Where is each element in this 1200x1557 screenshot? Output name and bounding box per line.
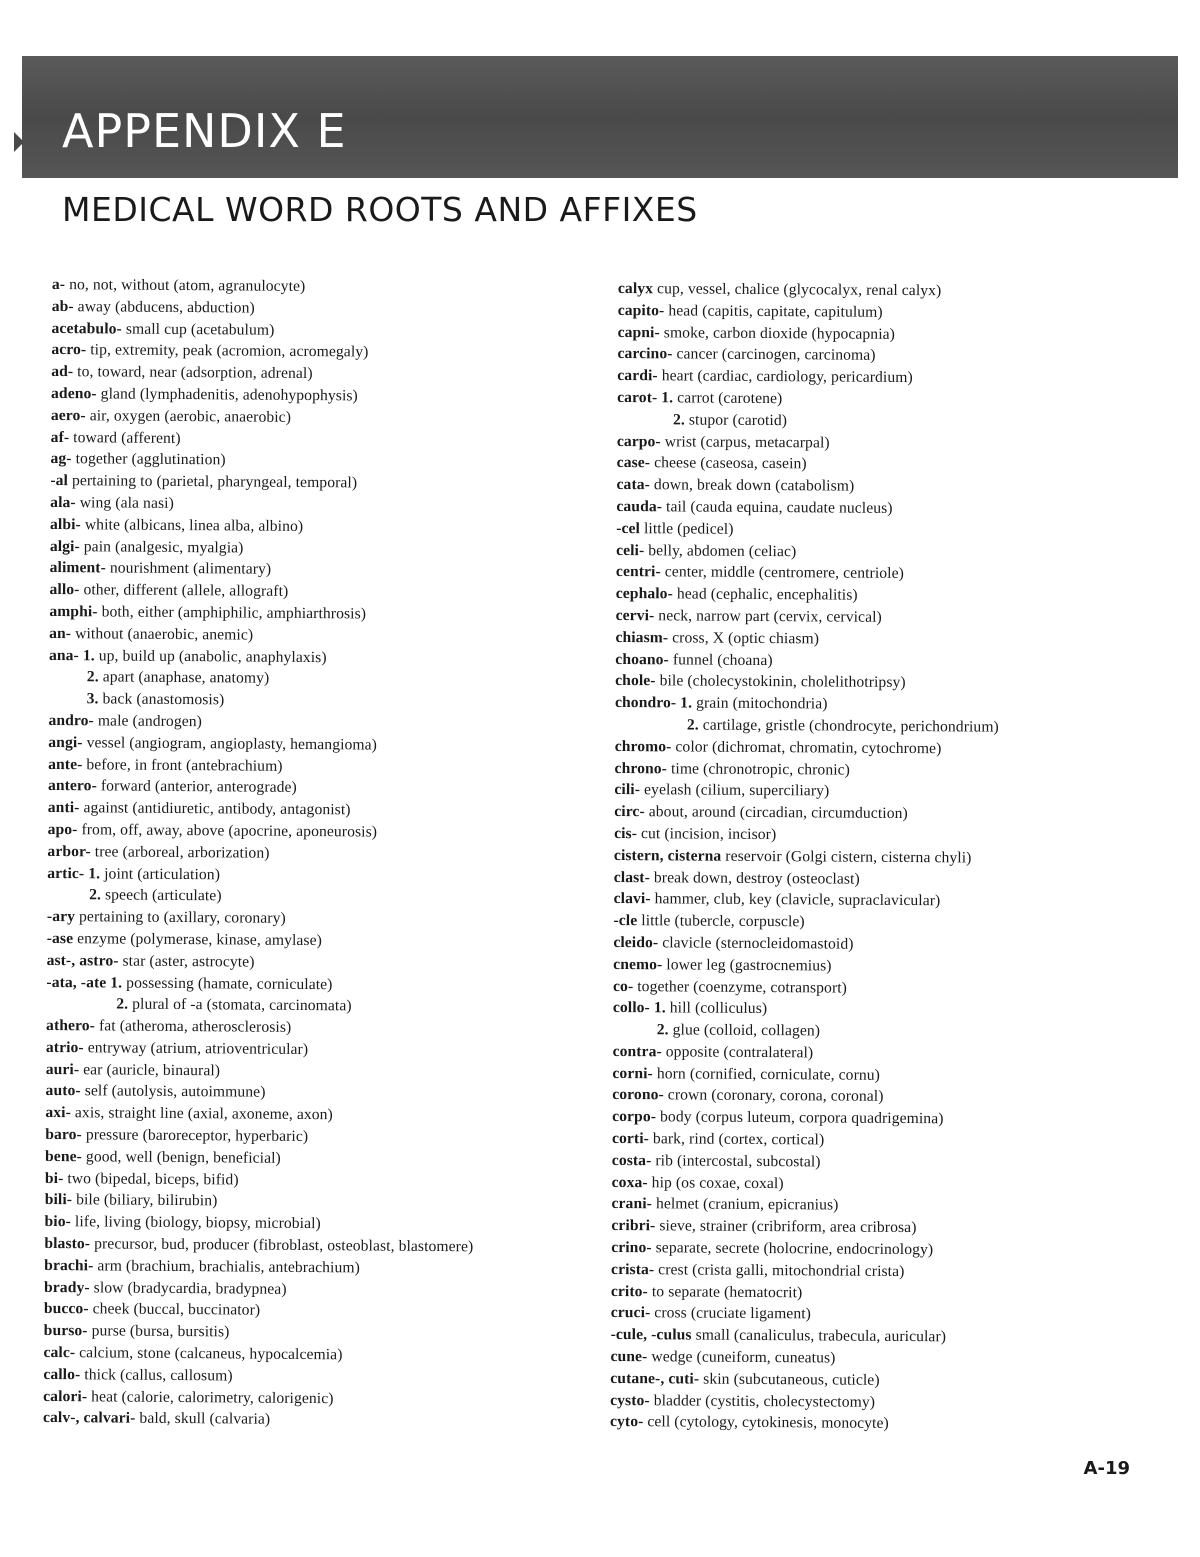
entry-definition: tree (arboreal, arborization) <box>94 843 270 862</box>
entry-definition: skin (subcutaneous, cuticle) <box>703 1370 880 1389</box>
glossary-entry <box>613 997 997 1021</box>
entry-definition: bile (biliary, bilirubin) <box>76 1191 218 1210</box>
entry-definition: before, in front (antebrachium) <box>86 755 283 775</box>
glossary-entry <box>614 888 998 912</box>
glossary-entry <box>611 1237 995 1261</box>
entry-term: case- <box>616 454 651 472</box>
glossary-entry <box>610 1411 994 1435</box>
entry-definition: little (tubercle, corpuscle) <box>641 912 805 931</box>
glossary-entry <box>46 1015 475 1040</box>
entry-term: cis- <box>614 824 638 843</box>
entry-term: angi- <box>48 733 83 751</box>
entry-term: a- <box>51 275 66 294</box>
entry-definition: sieve, strainer (cribriform, area cribrosa) <box>659 1217 917 1237</box>
entry-term: cauda- <box>616 497 663 516</box>
entry-definition: other, different (allele, allograft) <box>83 581 289 601</box>
entry-term: choano- <box>615 650 669 668</box>
right-column <box>610 278 1002 1436</box>
entry-term: 2. <box>86 668 99 686</box>
entry-definition: enzyme (polymerase, kinase, amylase) <box>77 930 323 950</box>
glossary-entry <box>616 561 1000 585</box>
entry-term: cata- <box>616 476 651 494</box>
glossary-entry <box>618 300 1002 324</box>
entry-term: burso- <box>43 1322 88 1340</box>
entry-definition: neck, narrow part (cervix, cervical) <box>658 607 882 626</box>
entry-definition: nourishment (alimentary) <box>109 559 272 579</box>
entry-definition: toward (afferent) <box>73 428 181 447</box>
entry-term: cnemo- <box>613 955 663 974</box>
glossary-entry <box>615 714 999 738</box>
glossary-entry <box>612 1106 996 1130</box>
glossary-entry <box>618 322 1002 346</box>
glossary-entry <box>611 1215 995 1239</box>
entry-term: carot- 1. <box>617 388 674 407</box>
entry-definition: precursor, bud, producer (fibroblast, osteoblast, blastomere) <box>94 1235 474 1256</box>
glossary-entry <box>50 492 479 517</box>
glossary-entry <box>616 583 1000 607</box>
glossary-entry <box>617 409 1001 433</box>
glossary-entry <box>47 928 476 953</box>
entry-definition: entryway (atrium, atrioventricular) <box>87 1039 309 1058</box>
entry-term: -ase <box>46 929 74 948</box>
glossary-entry <box>613 1019 997 1043</box>
glossary-entry <box>617 343 1001 367</box>
glossary-entry <box>49 623 478 648</box>
entry-term: cardi- <box>617 367 658 385</box>
entry-term: brady- <box>43 1278 90 1296</box>
entry-term: centri- <box>615 563 661 581</box>
entry-term: clavi- <box>613 890 651 908</box>
entry-definition: small cup (acetabulum) <box>125 320 275 339</box>
glossary-entry <box>614 779 998 803</box>
entry-definition: eyelash (cilium, superciliary) <box>643 781 830 800</box>
entry-term: -ata, -ate 1. <box>46 973 123 992</box>
glossary-entry <box>612 1063 996 1087</box>
entry-definition: carrot (carotene) <box>677 389 783 408</box>
glossary-entry <box>612 1128 996 1152</box>
glossary-entry <box>50 514 479 539</box>
entry-definition: cartilage, gristle (chondrocyte, perichondrium) <box>702 716 999 736</box>
entry-definition: back (anastomosis) <box>102 690 225 709</box>
entry-definition: vessel (angiogram, angioplasty, hemangioma) <box>86 734 378 754</box>
glossary-entry <box>617 387 1001 411</box>
entry-term: clast- <box>613 868 650 886</box>
glossary-entry <box>52 296 481 321</box>
entry-term: cruci- <box>610 1304 651 1322</box>
entry-term: 2. <box>672 411 685 429</box>
entry-term: calv-, calvari- <box>42 1409 136 1428</box>
entry-definition: against (antidiuretic, antibody, antagonist) <box>83 799 351 819</box>
glossary-entry <box>47 906 476 931</box>
entry-definition: clavicle (sternocleidomastoid) <box>662 934 854 953</box>
entry-term: crito- <box>610 1282 648 1300</box>
entry-definition: cross, X (optic chiasm) <box>672 629 820 648</box>
entry-term: antero- <box>47 777 97 795</box>
glossary-entry <box>45 1146 474 1171</box>
entry-term: co- <box>612 977 634 995</box>
entry-term: 2. <box>116 995 129 1013</box>
appendix-title: APPENDIX E <box>62 104 347 158</box>
glossary-entry <box>44 1255 473 1280</box>
entry-term: -cel <box>616 519 641 537</box>
entry-term: amphi- <box>49 602 98 621</box>
entry-term: capito- <box>617 301 665 320</box>
entry-definition: hammer, club, key (clavicle, supraclavicular) <box>654 890 941 910</box>
glossary-entry <box>43 1342 472 1367</box>
entry-definition: forward (anterior, anterograde) <box>100 777 297 797</box>
entry-term: anti- <box>47 799 80 817</box>
glossary-entry <box>618 278 1002 302</box>
entry-term: cune- <box>610 1348 648 1366</box>
entry-term: auto- <box>45 1082 81 1100</box>
glossary-entry <box>613 910 997 934</box>
entry-term: calyx <box>617 279 654 298</box>
entry-definition: two (bipedal, biceps, bifid) <box>67 1169 239 1189</box>
entry-definition: head (cephalic, encephalitis) <box>676 585 858 604</box>
entry-term: bili- <box>44 1191 73 1209</box>
entry-term: acro- <box>51 341 87 359</box>
glossary-entry <box>616 540 1000 564</box>
entry-definition: both, either (amphiphilic, amphiarthrosis) <box>101 603 367 623</box>
entry-term: cribri- <box>611 1217 656 1235</box>
glossary-entry <box>614 823 998 847</box>
entry-definition: arm (brachium, brachialis, antebrachium) <box>97 1257 360 1277</box>
entry-term: an- <box>49 624 72 642</box>
entry-definition: air, oxygen (aerobic, anaerobic) <box>89 407 292 426</box>
glossary-entry <box>611 1302 995 1326</box>
entry-definition: away (abducens, abduction) <box>77 298 255 317</box>
entry-term: cutane-, cuti- <box>610 1369 700 1388</box>
entry-term: ab- <box>51 297 74 315</box>
glossary-entry <box>610 1368 994 1392</box>
glossary-entry <box>611 1324 995 1348</box>
glossary-entry <box>45 1124 474 1149</box>
entry-term: baro- <box>45 1126 82 1144</box>
glossary-entry <box>46 971 475 996</box>
entry-term: calc- <box>43 1344 76 1362</box>
entry-definition: helmet (cranium, epicranius) <box>655 1195 839 1215</box>
entry-definition: without (anaerobic, anemic) <box>75 624 254 644</box>
entry-term: corpo- <box>612 1108 657 1126</box>
glossary-entry <box>615 627 999 651</box>
entry-definition: star (aster, astrocyte) <box>122 952 255 971</box>
entry-term: cistern, cisterna <box>613 846 722 865</box>
glossary-entry <box>615 649 999 673</box>
entry-term: af- <box>50 428 70 446</box>
entry-definition: purse (bursa, bursitis) <box>91 1322 230 1341</box>
entry-term: crani- <box>611 1195 653 1213</box>
entry-term: blasto- <box>44 1235 91 1253</box>
glossary-entry <box>617 452 1001 476</box>
entry-term: cysto- <box>610 1391 650 1409</box>
entry-term: cleido- <box>613 933 659 952</box>
glossary-entry <box>43 1407 472 1432</box>
entry-definition: good, well (benign, beneficial) <box>85 1148 281 1167</box>
entry-definition: bladder (cystitis, cholecystectomy) <box>653 1391 876 1411</box>
glossary-entry <box>615 670 999 694</box>
entry-definition: crest (crista galli, mitochondrial crista) <box>658 1261 905 1280</box>
glossary-entry <box>617 431 1001 455</box>
entry-term: bio- <box>44 1213 72 1231</box>
entry-definition: joint (articulation) <box>104 864 221 883</box>
glossary-entry <box>613 1041 997 1065</box>
entry-term: 2. <box>686 716 699 734</box>
entry-definition: to separate (hematocrit) <box>651 1282 803 1301</box>
entry-term: coxa- <box>611 1173 648 1191</box>
entry-term: chiasm- <box>615 628 669 647</box>
entry-definition: break down, destroy (osteoclast) <box>653 868 860 888</box>
entry-definition: body (corpus luteum, corpora quadrigemina) <box>659 1108 944 1128</box>
entry-definition: pertaining to (axillary, coronary) <box>78 908 286 927</box>
entry-term: crista- <box>611 1260 655 1279</box>
glossary-entry <box>613 932 997 956</box>
entry-term: callo- <box>43 1365 81 1384</box>
entry-definition: bile (cholecystokinin, cholelithotripsy) <box>659 672 906 692</box>
entry-definition: heat (calorie, calorimetry, calorigenic) <box>91 1387 334 1407</box>
left-column <box>43 274 481 1433</box>
entry-definition: crown (coronary, corona, coronal) <box>667 1086 884 1106</box>
entry-term: circ- <box>614 803 645 821</box>
glossary-entry <box>614 801 998 825</box>
entry-term: andro- <box>48 711 94 730</box>
glossary-entry <box>616 518 1000 542</box>
entry-term: -al <box>50 472 69 490</box>
entry-term: ast-, astro- <box>46 951 119 970</box>
glossary-entry <box>47 841 476 866</box>
entry-term: celi- <box>616 541 645 559</box>
entry-term: -ary <box>46 908 76 926</box>
entry-definition: small (canaliculus, trabecula, auricular) <box>695 1326 947 1346</box>
entry-definition: separate, secrete (holocrine, endocrinology) <box>655 1239 934 1259</box>
entry-definition: smoke, carbon dioxide (hypocapnia) <box>663 323 896 343</box>
entry-definition: tail (cauda equina, caudate nucleus) <box>666 498 893 517</box>
glossary-entry <box>616 605 1000 629</box>
entry-definition: wedge (cuneiform, cuneatus) <box>651 1348 836 1367</box>
glossary-entry <box>48 710 477 735</box>
entry-definition: cross (cruciate ligament) <box>654 1304 812 1323</box>
entry-definition: together (agglutination) <box>75 450 226 469</box>
entry-definition: fat (atheroma, atherosclerosis) <box>98 1017 292 1036</box>
entry-term: collo- 1. <box>612 999 666 1017</box>
glossary-entry <box>612 1172 996 1196</box>
glossary-entry <box>616 474 1000 498</box>
entry-term: ag- <box>50 450 72 468</box>
entry-term: auri- <box>45 1060 80 1078</box>
entry-definition: to, toward, near (adsorption, adrenal) <box>77 363 313 383</box>
entry-term: apo- <box>47 820 78 839</box>
entry-term: corono- <box>612 1086 664 1104</box>
glossary-entry <box>44 1233 473 1258</box>
entry-definition: cheek (buccal, buccinator) <box>92 1300 261 1320</box>
entry-term: chondro- 1. <box>614 694 693 712</box>
entry-definition: plural of -a (stomata, carcinomata) <box>132 995 352 1015</box>
glossary-entry <box>613 954 997 978</box>
entry-term: adeno- <box>50 384 97 403</box>
entry-term: corti- <box>611 1130 650 1148</box>
glossary-entry <box>614 867 998 891</box>
entry-definition: up, build up (anabolic, anaphylaxis) <box>98 646 327 666</box>
entry-term: ana- 1. <box>48 646 95 664</box>
entry-definition: cut (incision, incisor) <box>640 825 777 844</box>
entry-definition: no, not, without (atom, agranulocyte) <box>69 276 306 295</box>
entry-definition: cancer (carcinogen, carcinoma) <box>676 345 876 365</box>
entry-term: calori- <box>43 1387 88 1405</box>
glossary-entry <box>610 1390 994 1414</box>
entry-definition: lower leg (gastrocnemius) <box>666 956 832 975</box>
glossary-entry <box>47 950 476 975</box>
glossary-entry <box>615 692 999 716</box>
glossary-entry <box>616 496 1000 520</box>
entry-definition: self (autolysis, autoimmune) <box>84 1082 266 1102</box>
entry-definition: pertaining to (parietal, pharyngeal, temporal) <box>71 472 358 492</box>
entry-term: cervi- <box>615 606 655 625</box>
entry-term: arbor- <box>47 842 91 861</box>
entry-definition: rib (intercostal, subcostal) <box>655 1152 821 1171</box>
glossary-entry <box>611 1281 995 1305</box>
entry-term: cyto- <box>609 1413 644 1431</box>
entry-term: athero- <box>46 1017 96 1035</box>
entry-term: albi- <box>49 515 81 533</box>
entry-definition: wrist (carpus, metacarpal) <box>664 432 830 452</box>
entry-definition: gland (lymphadenitis, adenohypophysis) <box>100 385 358 405</box>
glossary-entry <box>615 736 999 760</box>
entry-term: aero- <box>50 406 86 425</box>
glossary-entry <box>613 975 997 999</box>
glossary-entry <box>52 274 481 299</box>
glossary-entry <box>611 1259 995 1283</box>
glossary-entry <box>51 383 480 408</box>
entry-term: corni- <box>612 1064 653 1082</box>
entry-definition: cup, vessel, chalice (glycocalyx, renal calyx) <box>657 280 942 300</box>
entry-definition: about, around (circadian, circumduction) <box>648 803 908 823</box>
entry-term: capni- <box>617 323 660 341</box>
entry-term: acetabulo- <box>51 319 122 338</box>
entry-definition: opposite (contralateral) <box>665 1043 814 1062</box>
entry-term: costa- <box>611 1151 652 1170</box>
entry-definition: together (coenzyme, cotransport) <box>637 977 848 997</box>
entry-definition: down, break down (catabolism) <box>653 476 855 495</box>
entry-definition: bald, skull (calvaria) <box>139 1410 271 1429</box>
entry-term: 2. <box>89 886 102 904</box>
entry-term: brachi- <box>44 1256 94 1275</box>
glossary-entry <box>610 1346 994 1370</box>
entry-definition: slow (bradycardia, bradypnea) <box>93 1279 287 1298</box>
entry-term: atrio- <box>45 1038 84 1057</box>
entry-definition: stupor (carotid) <box>688 411 788 429</box>
entry-term: carpo- <box>616 432 661 450</box>
entry-definition: wing (ala nasi) <box>79 494 174 512</box>
entry-definition: hill (colliculus) <box>669 999 768 1018</box>
entry-term: -cle <box>613 912 638 930</box>
entry-term: contra- <box>612 1042 662 1061</box>
entry-definition: apart (anaphase, anatomy) <box>102 668 270 688</box>
entry-term: allo- <box>49 581 80 599</box>
entry-term: bucco- <box>43 1300 89 1318</box>
glossary-entry <box>48 819 477 844</box>
entry-definition: color (dichromat, chromatin, cytochrome) <box>675 738 942 758</box>
entry-definition: cell (cytology, cytokinesis, monocyte) <box>647 1413 889 1433</box>
entry-definition: heart (cardiac, cardiology, pericardium) <box>661 367 913 387</box>
entry-definition: horn (cornified, corniculate, cornu) <box>656 1064 881 1084</box>
entry-term: chrono- <box>614 759 668 777</box>
entry-definition: speech (articulate) <box>104 886 222 905</box>
entry-definition: ear (auricle, binaural) <box>83 1060 221 1080</box>
entry-term: 3. <box>86 690 99 708</box>
glossary-entry <box>49 601 478 626</box>
glossary-entry <box>43 1364 472 1389</box>
entry-definition: pressure (baroreceptor, hyperbaric) <box>85 1126 309 1146</box>
entry-term: ante- <box>48 755 83 773</box>
entry-term: aliment- <box>49 559 106 577</box>
entry-term: cili- <box>614 781 641 799</box>
glossary-entry <box>615 758 999 782</box>
entry-definition: center, middle (centromere, centriole) <box>664 563 904 583</box>
glossary-entry <box>612 1084 996 1108</box>
entry-term: 2. <box>656 1021 669 1039</box>
entry-definition: axis, straight line (axial, axoneme, axon) <box>74 1104 333 1124</box>
entry-definition: calcium, stone (calcaneus, hypocalcemia) <box>79 1344 343 1364</box>
entry-definition: funnel (choana) <box>672 650 773 669</box>
entry-term: chole- <box>615 672 656 690</box>
entry-definition: pain (analgesic, myalgia) <box>83 537 244 557</box>
entry-term: algi- <box>49 537 80 555</box>
entry-definition: male (androgen) <box>97 712 203 731</box>
entry-term: cephalo- <box>615 585 673 603</box>
entry-term: bene- <box>45 1147 83 1166</box>
entry-definition: thick (callus, callosum) <box>84 1366 233 1385</box>
entry-definition: bark, rind (cortex, cortical) <box>652 1130 825 1149</box>
entry-definition: head (capitis, capitate, capitulum) <box>668 302 883 321</box>
entry-term: chromo- <box>614 737 672 756</box>
entry-definition: cheese (caseosa, casein) <box>654 454 807 473</box>
glossary-entry <box>611 1193 995 1217</box>
entry-definition: hip (os coxae, coxal) <box>651 1173 784 1192</box>
page-number: A-19 <box>1083 1458 1130 1479</box>
entry-definition: grain (mitochondria) <box>696 694 828 713</box>
glossary-entry <box>612 1150 996 1174</box>
entry-definition: from, off, away, above (apocrine, aponeurosis) <box>81 821 378 841</box>
entry-term: carcino- <box>617 345 673 363</box>
glossary-entry <box>614 845 998 869</box>
page-title: MEDICAL WORD ROOTS AND AFFIXES <box>62 190 698 229</box>
entry-definition: white (albicans, linea alba, albino) <box>84 516 304 535</box>
entry-term: bi- <box>44 1169 64 1187</box>
glossary-entry <box>617 365 1001 389</box>
entry-term: ad- <box>51 363 74 381</box>
entry-definition: life, living (biology, biopsy, microbial) <box>74 1213 321 1233</box>
entry-term: -cule, -culus <box>610 1326 692 1344</box>
entry-definition: belly, abdomen (celiac) <box>648 541 797 560</box>
entry-definition: little (pedicel) <box>643 519 734 538</box>
entry-term: crino- <box>611 1239 652 1257</box>
entry-definition: possessing (hamate, corniculate) <box>126 974 333 993</box>
entry-term: ala- <box>50 493 76 512</box>
entry-definition: tip, extremity, peak (acromion, acromegaly) <box>90 341 369 361</box>
entry-term: artic- 1. <box>47 864 101 882</box>
glossary-entry <box>48 732 477 757</box>
glossary-entry <box>51 405 480 430</box>
entry-definition: reservoir (Golgi cistern, cisterna chyli) <box>725 847 972 867</box>
entry-definition: glue (colloid, collagen) <box>672 1021 821 1040</box>
entry-term: axi- <box>45 1104 72 1122</box>
glossary-entry <box>46 1037 475 1062</box>
entry-definition: time (chronotropic, chronic) <box>670 759 851 779</box>
